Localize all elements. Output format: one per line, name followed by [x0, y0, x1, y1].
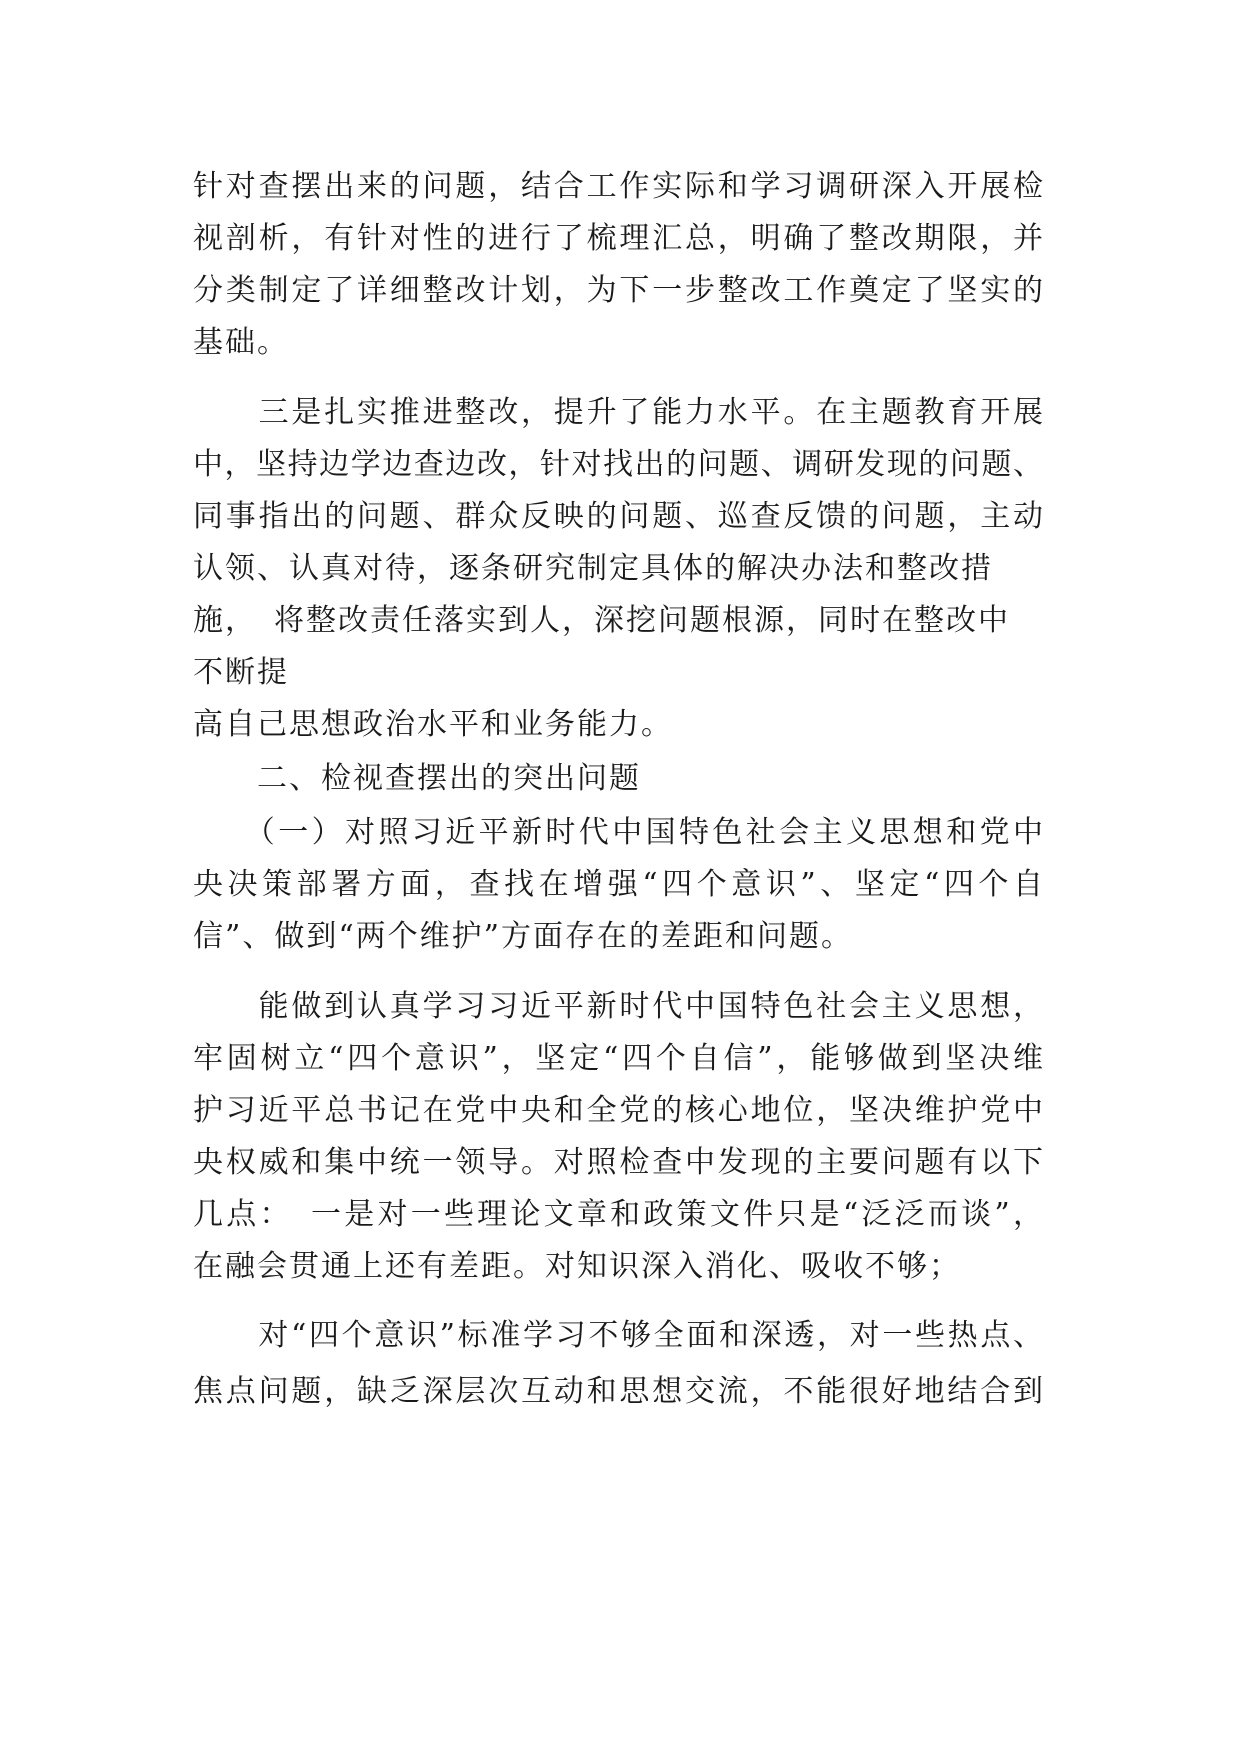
- text-line: 护习近平总书记在党中央和全党的核心地位，坚决维护党中: [193, 1093, 1043, 1128]
- text-line: 在融会贯通上还有差距。对知识深入消化、吸收不够；: [193, 1249, 961, 1284]
- text-line: 三是扎实推进整改，提升了能力水平。在主题教育开展: [193, 395, 1043, 430]
- text-line: 央决策部署方面，查找在增强“四个意识”、坚定“四个自: [193, 867, 1043, 902]
- text-line: 央权威和集中统一领导。对照检查中发现的主要问题有以下: [193, 1145, 1043, 1180]
- text-line: 牢固树立“四个意识”，坚定“四个自信”，能够做到坚决维: [193, 1041, 1043, 1076]
- text-line: 焦点问题，缺乏深层次互动和思想交流，不能很好地结合到: [193, 1374, 1043, 1409]
- text-line: 施， 将整改责任落实到人，深挖问题根源，同时在整改中: [193, 603, 1010, 638]
- text-line: 不断提: [193, 655, 289, 690]
- text-line: 视剖析，有针对性的进行了梳理汇总，明确了整改期限，并: [193, 221, 1043, 256]
- text-line: 对“四个意识”标准学习不够全面和深透，对一些热点、: [193, 1318, 1043, 1353]
- text-line: 基础。: [193, 325, 289, 360]
- text-line: 能做到认真学习习近平新时代中国特色社会主义思想，: [193, 989, 1043, 1024]
- text-line: （一）对照习近平新时代中国特色社会主义思想和党中: [193, 815, 1043, 850]
- section-heading: 二、检视查摆出的突出问题: [193, 761, 641, 796]
- text-line: 中，坚持边学边查边改，针对找出的问题、调研发现的问题、: [193, 447, 1043, 482]
- text-line: 同事指出的问题、群众反映的问题、巡查反馈的问题，主动: [193, 499, 1043, 534]
- text-line: 高自己思想政治水平和业务能力。: [193, 707, 673, 742]
- text-line: 针对查摆出来的问题，结合工作实际和学习调研深入开展检: [193, 169, 1043, 204]
- text-line: 认领、认真对待，逐条研究制定具体的解决办法和整改措: [193, 551, 993, 586]
- text-line: 分类制定了详细整改计划，为下一步整改工作奠定了坚实的: [193, 273, 1043, 308]
- text-line: 信”、做到“两个维护”方面存在的差距和问题。: [193, 919, 854, 954]
- text-line: 几点： 一是对一些理论文章和政策文件只是“泛泛而谈”，: [193, 1197, 1043, 1232]
